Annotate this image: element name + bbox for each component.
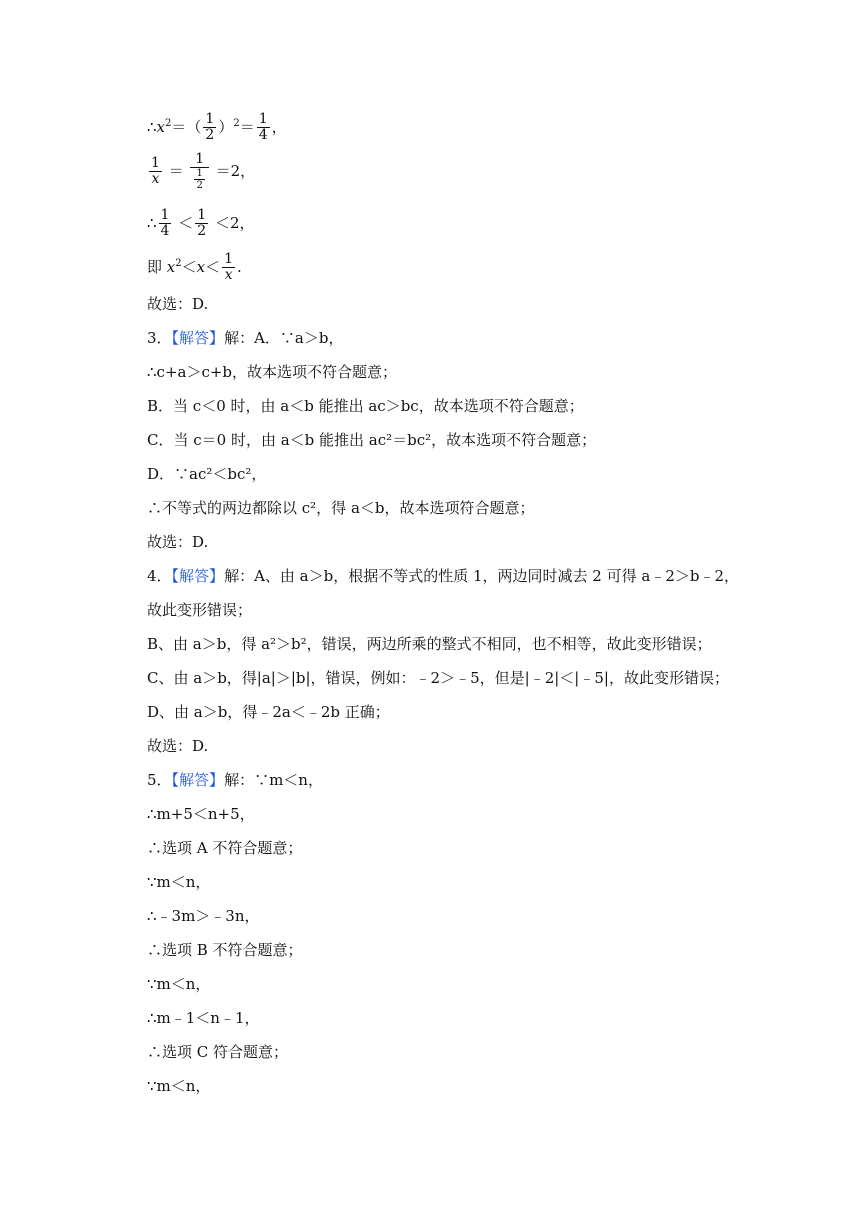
answer-heading: 3．【解答】解：A．∵a＞b， <box>147 329 344 347</box>
text-line: 故此变形错误； <box>147 601 253 619</box>
text-line: ∵m＜n， <box>147 873 211 891</box>
math-line: 即 $x^2<x<$ $\frac{1}{x}$ . <box>147 251 242 283</box>
text-line: ∴选项 C 符合题意； <box>147 1043 289 1061</box>
math-line: $\frac{1}{x}$ ＝ $\frac{1}{\frac{1}{2}}$ ＝2， <box>151 151 256 191</box>
text-line: ∴m+5＜n+5， <box>147 805 255 823</box>
text-line: ∴不等式的两边都除以 c²，得 a＜b，故本选项符合题意； <box>147 499 535 517</box>
text-line: D．∵ac²＜bc²， <box>147 465 267 483</box>
text-line: 故选：D. <box>147 295 209 313</box>
text-line: C、由 a＞b，得|a|＞|b|，错误，例如：﹣2＞﹣5，但是|﹣2|＜|﹣5|，故此变形错误； <box>147 669 729 687</box>
text-line: D、由 a＞b，得﹣2a＜﹣2b 正确； <box>147 703 390 721</box>
text-line: ∵m＜n， <box>147 1077 211 1095</box>
math-line: $\therefore x^2=$（ $\frac{1}{2}$ ）$^2$＝ $\frac{1}{4}$ ， <box>147 111 287 143</box>
answer-heading: 4．【解答】解：A、由 a＞b，根据不等式的性质 1，两边同时减去 2 可得 a﹣2＞b﹣2， <box>147 567 740 585</box>
text-line: ∴m﹣1＜n﹣1， <box>147 1009 260 1027</box>
text-line: B．当 c＜0 时，由 a＜b 能推出 ac＞bc，故本选项不符合题意； <box>147 397 584 415</box>
text-line: ∴﹣3m＞﹣3n， <box>147 907 260 925</box>
math-line: ∴ $\frac{1}{4}$ ＜ $\frac{1}{2}$ ＜2， <box>147 207 255 239</box>
text-line: 故选：D. <box>147 533 209 551</box>
text-line: ∴选项 A 不符合题意； <box>147 839 303 857</box>
answer-tag: 【解答】 <box>171 567 225 585</box>
answer-heading: 5．【解答】解：∵m＜n， <box>147 771 323 789</box>
answer-tag: 【解答】 <box>171 771 225 789</box>
text-line: B、由 a＞b，得 a²＞b²，错误，两边所乘的整式不相同，也不相等，故此变形错误； <box>147 635 712 653</box>
text-line: 故选：D. <box>147 737 209 755</box>
text-line: ∴c+a＞c+b，故本选项不符合题意； <box>147 363 398 381</box>
answer-tag: 【解答】 <box>171 329 225 347</box>
text-line: C．当 c＝0 时，由 a＜b 能推出 ac²＝bc²，故本选项不符合题意； <box>147 431 597 449</box>
text-line: ∴选项 B 不符合题意； <box>147 941 303 959</box>
text-line: ∵m＜n， <box>147 975 211 993</box>
